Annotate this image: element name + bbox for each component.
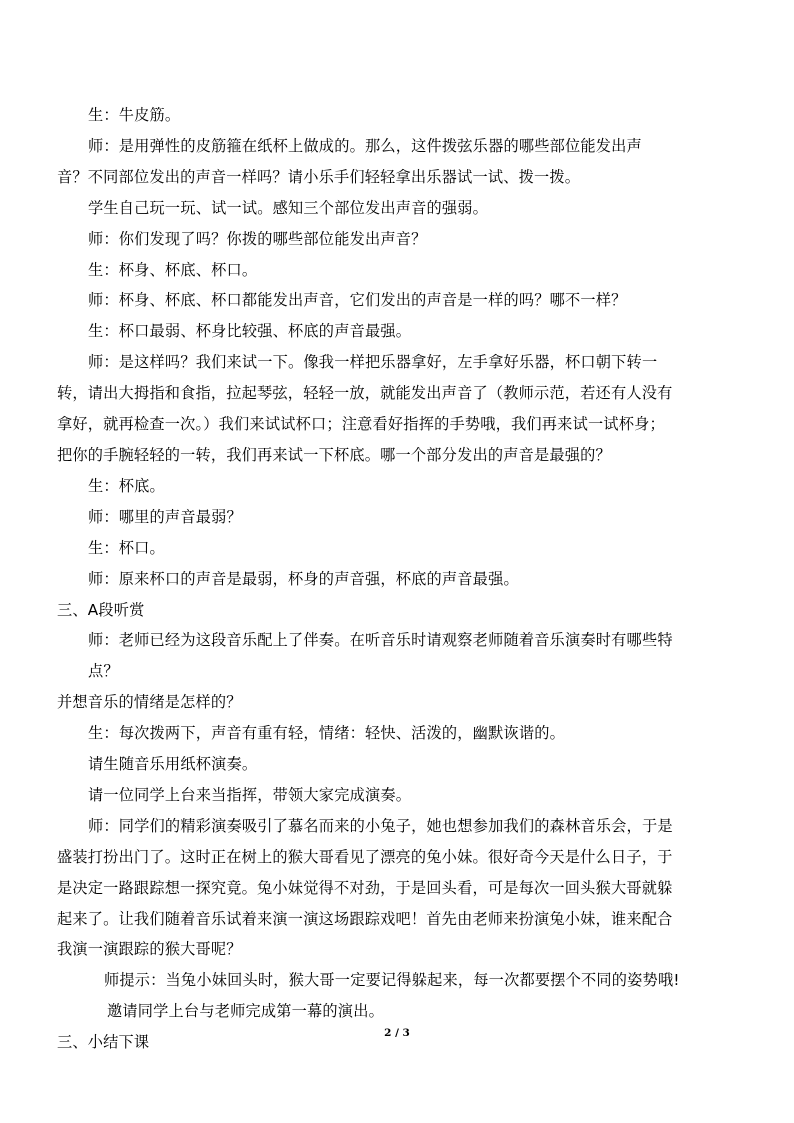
paragraph: 并想音乐的情绪是怎样的？ bbox=[57, 693, 242, 712]
paragraph-continuation: 点？ bbox=[88, 662, 119, 681]
paragraph: 师：你们发现了吗？你拨的哪些部位能发出声音？ bbox=[88, 229, 427, 248]
paragraph: 请一位同学上台来当指挥，带领大家完成演奏。 bbox=[88, 785, 412, 804]
section-heading: 三、A段听赏 bbox=[57, 600, 145, 619]
paragraph: 师：老师已经为这段音乐配上了伴奏。在听音乐时请观察老师随着音乐演奏时有哪些特 bbox=[88, 631, 673, 650]
paragraph: 师：原来杯口的声音是最弱，杯身的声音强，杯底的声音最强。 bbox=[88, 569, 519, 588]
paragraph: 生：牛皮筋。 bbox=[88, 106, 181, 124]
paragraph: 学生自己玩一玩、试一试。感知三个部位发出声音的强弱。 bbox=[88, 198, 489, 217]
paragraph-continuation: 转，请出大拇指和食指，拉起琴弦，轻轻一放，就能发出声音了（教师示范，若还有人没有 bbox=[57, 384, 673, 403]
section-heading: 三、小结下课 bbox=[57, 1033, 150, 1052]
paragraph-continuation: 拿好，就再检查一次。）我们来试试杯口；注意看好指挥的手势哦，我们再来试一试杯身； bbox=[57, 415, 665, 434]
paragraph-continuation: 起来了。让我们随着音乐试着来演一演这场跟踪戏吧！首先由老师来扮演兔小妹，谁来配合 bbox=[57, 909, 673, 928]
paragraph: 邀请同学上台与老师完成第一幕的演出。 bbox=[107, 1002, 384, 1021]
paragraph: 师提示：当兔小妹回头时，猴大哥一定要记得躲起来，每一次都要摆个不同的姿势哦! bbox=[104, 971, 680, 990]
paragraph: 师：哪里的声音最弱？ bbox=[88, 507, 242, 526]
paragraph-continuation: 我演一演跟踪的猴大哥呢？ bbox=[57, 940, 242, 959]
paragraph: 师：杯身、杯底、杯口都能发出声音，它们发出的声音是一样的吗？哪不一样？ bbox=[88, 291, 627, 310]
page-number: 2 / 3 bbox=[384, 1027, 410, 1039]
paragraph: 生：杯口最弱、杯身比较强、杯底的声音最强。 bbox=[88, 322, 412, 341]
paragraph-continuation: 音？不同部位发出的声音一样吗？请小乐手们轻轻拿出乐器试一试、拨一拨。 bbox=[57, 167, 581, 186]
paragraph: 师：是这样吗？我们来试一下。像我一样把乐器拿好，左手拿好乐器，杯口朝下转一 bbox=[88, 353, 658, 372]
document-body bbox=[57, 100, 717, 1058]
paragraph: 生：杯身、杯底、杯口。 bbox=[88, 260, 258, 279]
paragraph: 师：同学们的精彩演奏吸引了慕名而来的小兔子，她也想参加我们的森林音乐会，于是 bbox=[88, 816, 673, 835]
paragraph: 生：杯口。 bbox=[88, 538, 165, 557]
paragraph: 师：是用弹性的皮筋箍在纸杯上做成的。那么，这件拨弦乐器的哪些部位能发出声 bbox=[88, 136, 642, 155]
paragraph-continuation: 盛装打扮出门了。这时正在树上的猴大哥看见了漂亮的兔小妹。很好奇今天是什么日子，于 bbox=[57, 847, 673, 866]
paragraph: 请生随音乐用纸杯演奏。 bbox=[88, 755, 258, 774]
paragraph: 生：每次拨两下，声音有重有轻，情绪：轻快、活泼的，幽默诙谐的。 bbox=[88, 724, 566, 743]
paragraph: 生：杯底。 bbox=[88, 476, 165, 495]
paragraph-continuation: 把你的手腕轻轻的一转，我们再来试一下杯底。哪一个部分发出的声音是最强的？ bbox=[57, 445, 611, 464]
paragraph-continuation: 是决定一路跟踪想一探究竟。兔小妹觉得不对劲，于是回头看，可是每次一回头猴大哥就躲 bbox=[57, 878, 673, 897]
